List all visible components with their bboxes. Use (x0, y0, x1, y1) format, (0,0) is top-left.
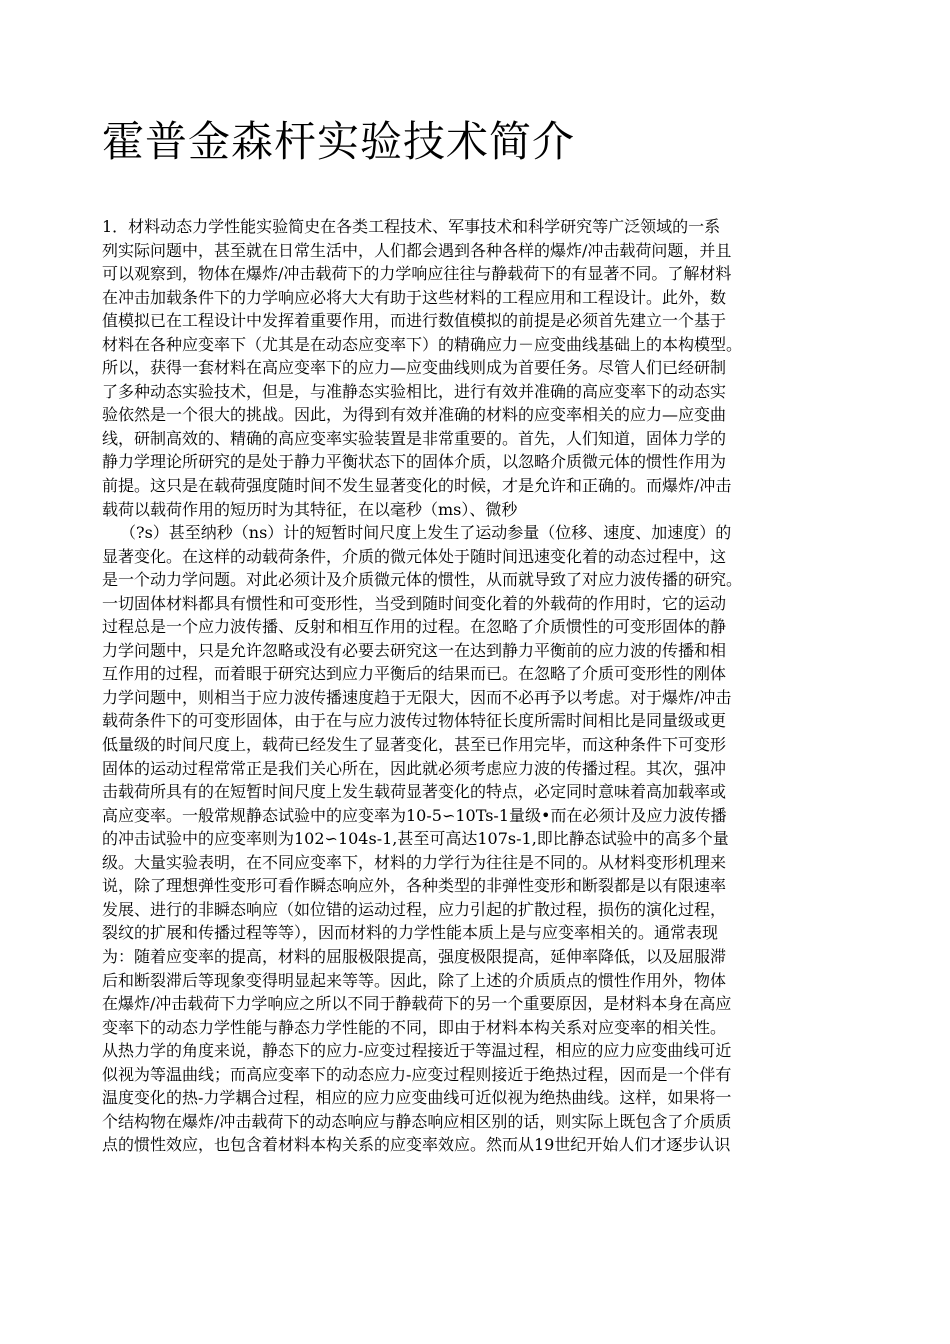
body-line-19: 力学问题中，只是允许忽略或没有必要去研究这一在达到静力平衡前的应力波的传播和相 (102, 640, 727, 660)
body-line-36: 从热力学的角度来说，静态下的应力-应变过程接近于等温过程，相应的应力应变曲线可近 (102, 1041, 732, 1061)
body-line-22: 载荷条件下的可变形固体，由于在与应力波传过物体特征长度所需时间相比是同量级或更 (102, 711, 727, 731)
body-line-7: 所以，获得一套材料在高应变率下的应力—应变曲线则成为首要任务。尽管人们已经研制 (102, 358, 727, 378)
body-line-11: 静力学理论所研究的是处于静力平衡状态下的固体介质，以忽略介质微元体的惯性作用为 (102, 452, 727, 472)
body-line-5: 值模拟已在工程设计中发挥着重要作用，而进行数值模拟的前提是必须首先建立一个基于 (102, 311, 727, 331)
body-line-13: 载荷以载荷作用的短历时为其特征，在以毫秒（ms）、微秒 (102, 499, 518, 519)
body-line-14: （?s）甚至纳秒（ns）计的短暂时间尺度上发生了运动参量（位移、速度、加速度）的 (120, 523, 732, 543)
body-line-27: 的冲击试验中的应变率则为102∽104s-1,甚至可高达107s-1,即比静态试验中的高多个量 (102, 829, 729, 849)
body-line-15: 显著变化。在这样的动载荷条件，介质的微元体处于随时间迅速变化着的动态过程中，这 (102, 546, 727, 566)
body-line-8: 了多种动态实验技术，但是，与准静态实验相比，进行有效并准确的高应变率下的动态实 (102, 381, 727, 401)
body-line-39: 个结构物在爆炸/冲击载荷下的动态响应与静态响应相区别的话，则实际上既包含了介质质 (102, 1111, 732, 1131)
body-line-35: 变率下的动态力学性能与静态力学性能的不同，即由于材料本构关系对应变率的相关性。 (102, 1017, 727, 1037)
body-line-30: 发展、进行的非瞬态响应（如位错的运动过程，应力引起的扩散过程，损伤的演化过程， (102, 899, 727, 919)
body-line-31: 裂纹的扩展和传播过程等等），因而材料的力学性能本质上是与应变率相关的。通常表现 (102, 923, 719, 943)
body-line-18: 过程总是一个应力波传播、反射和相互作用的过程。在忽略了介质惯性的可变形固体的静 (102, 617, 727, 637)
body-line-9: 验依然是一个很大的挑战。因此，为得到有效并准确的材料的应变率相关的应力—应变曲 (102, 405, 727, 425)
body-line-23: 低量级的时间尺度上，载荷已经发生了显著变化，甚至已作用完毕，而这种条件下可变形 (102, 735, 727, 755)
body-line-6: 材料在各种应变率下（尤其是在动态应变率下）的精确应力－应变曲线基础上的本构模型。 (102, 334, 743, 354)
body-line-28: 级。大量实验表明，在不同应变率下，材料的力学行为往往是不同的。从材料变形机理来 (102, 852, 727, 872)
body-line-1: 1．材料动态力学性能实验简史在各类工程技术、军事技术和科学研究等广泛领域的一系 (102, 217, 721, 236)
body-line-29: 说，除了理想弹性变形可看作瞬态响应外，各种类型的非弹性变形和断裂都是以有限速率 (102, 876, 727, 896)
body-line-26: 高应变率。一般常规静态试验中的应变率为10-5∽10Ts-1量级•而在必须计及应力波传播 (102, 805, 727, 825)
body-line-10: 线，研制高效的、精确的高应变率实验装置是非常重要的。首先，人们知道，固体力学的 (102, 428, 727, 448)
body-line-2: 列实际问题中，甚至就在日常生活中，人们都会遇到各种各样的爆炸/冲击载荷问题，并且 (102, 240, 732, 260)
body-line-17: 一切固体材料都具有惯性和可变形性，当受到随时间变化着的外载荷的作用时，它的运动 (102, 593, 727, 613)
body-line-21: 力学问题中，则相当于应力波传播速度趋于无限大，因而不必再予以考虑。对于爆炸/冲击 (102, 687, 732, 707)
body-line-12: 前提。这只是在载荷强度随时间不发生显著变化的时候，才是允许和正确的。而爆炸/冲击 (102, 476, 732, 496)
body-line-3: 可以观察到，物体在爆炸/冲击载荷下的力学响应往往与静载荷下的有显著不同。了解材料 (102, 264, 732, 284)
body-line-32: 为：随着应变率的提高，材料的屈服极限提高，强度极限提高，延伸率降低，以及屈服滞 (102, 946, 727, 966)
body-line-20: 互作用的过程，而着眼于研究达到应力平衡后的结果而已。在忽略了介质可变形性的刚体 (102, 664, 727, 684)
body-line-34: 在爆炸/冲击载荷下力学响应之所以不同于静载荷下的另一个重要原因，是材料本身在高应 (102, 994, 732, 1014)
body-text (102, 215, 862, 1157)
body-line-33: 后和断裂滞后等现象变得明显起来等等。因此，除了上述的介质质点的惯性作用外，物体 (102, 970, 727, 990)
body-line-25: 击载荷所具有的在短暂时间尺度上发生载荷显著变化的特点，必定同时意味着高加载率或 (102, 782, 727, 802)
body-line-16: 是一个动力学问题。对此必须计及介质微元体的惯性，从而就导致了对应力波传播的研究。 (102, 570, 743, 590)
body-line-37: 似视为等温曲线；而高应变率下的动态应力-应变过程则接近于绝热过程，因而是一个伴有 (102, 1064, 732, 1084)
body-line-24: 固体的运动过程常常正是我们关心所在，因此就必须考虑应力波的传播过程。其次，强冲 (102, 758, 727, 778)
body-line-40: 点的惯性效应，也包含着材料本构关系的应变率效应。然而从19世纪开始人们才逐步认识 (102, 1135, 731, 1155)
document-title: 霍普金森杆实验技术简介 (102, 117, 576, 166)
body-line-38: 温度变化的热-力学耦合过程，相应的应力应变曲线可近似视为绝热曲线。这样，如果将一 (102, 1088, 732, 1108)
body-line-4: 在冲击加载条件下的力学响应必将大大有助于这些材料的工程应用和工程设计。此外，数 (102, 287, 727, 307)
